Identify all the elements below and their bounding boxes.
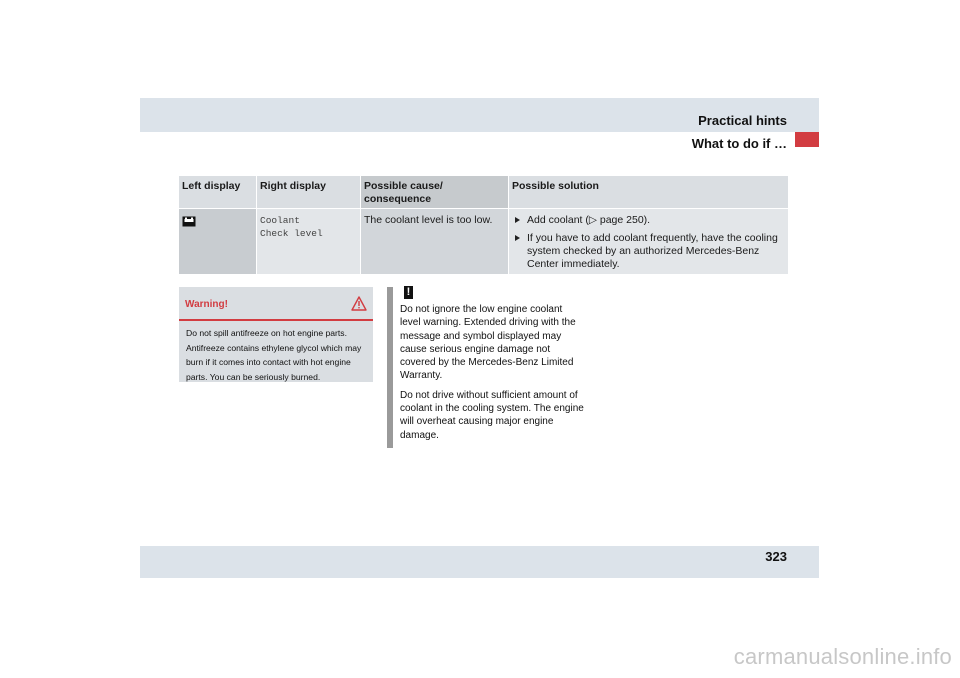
right-display-line: Coolant <box>260 215 300 226</box>
column-header-cause: Possible cause/ consequence <box>361 176 508 208</box>
solution-cell <box>509 209 788 274</box>
note-sidebar <box>387 287 393 448</box>
solution-text: Add coolant (▷ page 250). <box>527 214 651 226</box>
exclamation-icon: ! <box>404 286 413 299</box>
table-header <box>179 176 788 208</box>
warning-triangle-icon <box>351 296 367 311</box>
right-display-cell <box>257 209 360 274</box>
column-header-left-display: Left display <box>179 176 256 208</box>
section-title: Practical hints <box>698 113 787 128</box>
footer-band <box>140 546 819 578</box>
coolant-icon <box>182 216 196 227</box>
bullet-arrow-icon <box>515 235 520 241</box>
warning-divider <box>179 319 373 321</box>
note-text <box>400 303 584 442</box>
page-number: 323 <box>765 549 787 564</box>
left-display-cell <box>179 209 256 274</box>
watermark: carmanualsonline.info <box>733 644 952 669</box>
display-messages-table <box>179 176 788 274</box>
section-marker <box>795 132 819 147</box>
bullet-arrow-icon <box>515 217 520 223</box>
solution-item <box>512 232 784 271</box>
warning-title: Warning! <box>185 299 228 310</box>
column-header-solution: Possible solution <box>509 176 788 208</box>
cause-cell: The coolant level is too low. <box>361 209 508 274</box>
solution-text: If you have to add coolant frequently, have the cooling system checked by an authorized Mercedes-Benz Center immediately. <box>527 232 778 270</box>
solution-item <box>512 214 784 227</box>
warning-box <box>179 287 373 382</box>
column-header-right-display: Right display <box>257 176 360 208</box>
section-subtitle: What to do if … <box>691 136 787 151</box>
note-paragraph: Do not ignore the low engine coolant level warning. Extended driving with the message and symbol displayed may cause serious engine damage not covered by the Mercedes-Benz Limited Warranty. <box>400 304 576 382</box>
warning-text: Do not spill antifreeze on hot engine parts. Antifreeze contains ethylene glycol which may burn if it comes into contact with hot engine parts. You can be seriously burned. <box>186 328 362 382</box>
right-display-line: Check level <box>260 228 323 239</box>
note-paragraph: Do not drive without sufficient amount of coolant in the cooling system. The engine will overheat causing major engine damage. <box>400 389 584 441</box>
